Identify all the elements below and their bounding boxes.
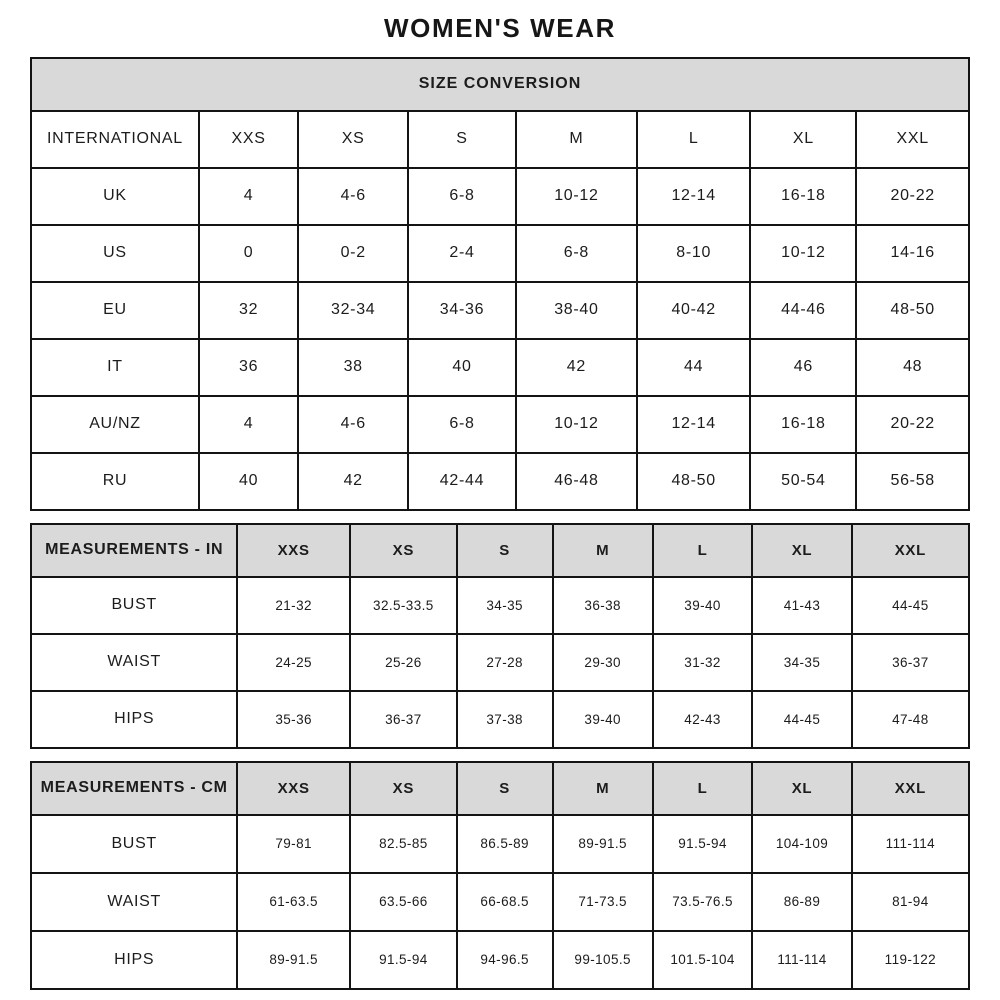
size-value-cell: 6-8 <box>516 225 637 282</box>
size-value-cell: 44 <box>637 339 750 396</box>
column-header-xs: XS <box>350 524 457 577</box>
column-header-xxs: XXS <box>199 111 298 168</box>
column-header-xl: XL <box>752 524 851 577</box>
page-title: WOMEN'S WEAR <box>384 13 616 43</box>
table-row <box>31 815 969 873</box>
row-label: IT <box>31 339 199 396</box>
column-header-l: L <box>653 524 752 577</box>
size-value-cell: 47-48 <box>852 691 969 748</box>
size-value-cell: 4 <box>199 168 298 225</box>
size-value-cell: 10-12 <box>750 225 856 282</box>
row-label: HIPS <box>31 691 237 748</box>
column-header-xxs: XXS <box>237 524 350 577</box>
size-value-cell: 32.5-33.5 <box>350 577 457 634</box>
size-value-cell: 38-40 <box>516 282 637 339</box>
column-header-row <box>31 111 969 168</box>
size-value-cell: 46 <box>750 339 856 396</box>
size-value-cell: 81-94 <box>852 873 969 931</box>
size-value-cell: 99-105.5 <box>553 931 653 989</box>
size-value-cell: 4-6 <box>298 396 408 453</box>
table-row <box>31 282 969 339</box>
column-header-m: M <box>516 111 637 168</box>
size-value-cell: 89-91.5 <box>553 815 653 873</box>
size-value-cell: 48 <box>856 339 969 396</box>
table-banner: SIZE CONVERSION <box>31 58 969 111</box>
size-value-cell: 50-54 <box>750 453 856 510</box>
size-value-cell: 12-14 <box>637 168 750 225</box>
size-value-cell: 10-12 <box>516 396 637 453</box>
size-value-cell: 0 <box>199 225 298 282</box>
column-header-xl: XL <box>750 111 856 168</box>
size-value-cell: 94-96.5 <box>457 931 553 989</box>
table-row <box>31 453 969 510</box>
row-header-title: MEASUREMENTS - CM <box>31 762 237 815</box>
row-label: EU <box>31 282 199 339</box>
size-value-cell: 24-25 <box>237 634 350 691</box>
size-value-cell: 16-18 <box>750 396 856 453</box>
size-value-cell: 25-26 <box>350 634 457 691</box>
size-value-cell: 27-28 <box>457 634 553 691</box>
size-value-cell: 44-45 <box>752 691 851 748</box>
column-header-xxs: XXS <box>237 762 350 815</box>
size-value-cell: 48-50 <box>637 453 750 510</box>
size-value-cell: 111-114 <box>752 931 851 989</box>
size-value-cell: 40-42 <box>637 282 750 339</box>
size-value-cell: 82.5-85 <box>350 815 457 873</box>
size-value-cell: 91.5-94 <box>653 815 752 873</box>
size-value-cell: 101.5-104 <box>653 931 752 989</box>
size-value-cell: 39-40 <box>653 577 752 634</box>
column-header-xxl: XXL <box>856 111 969 168</box>
size-value-cell: 104-109 <box>752 815 851 873</box>
table-row <box>31 396 969 453</box>
table-row <box>31 577 969 634</box>
column-header-xxl: XXL <box>852 762 969 815</box>
row-label: WAIST <box>31 873 237 931</box>
table-row <box>31 873 969 931</box>
row-label: WAIST <box>31 634 237 691</box>
size-value-cell: 36-37 <box>350 691 457 748</box>
table-row <box>31 339 969 396</box>
column-header-s: S <box>457 762 553 815</box>
column-header-s: S <box>408 111 516 168</box>
column-header-m: M <box>553 524 653 577</box>
size-value-cell: 71-73.5 <box>553 873 653 931</box>
size-value-cell: 66-68.5 <box>457 873 553 931</box>
size-value-cell: 8-10 <box>637 225 750 282</box>
row-label: US <box>31 225 199 282</box>
size-value-cell: 48-50 <box>856 282 969 339</box>
table-row <box>31 931 969 989</box>
row-label: AU/NZ <box>31 396 199 453</box>
table-row <box>31 691 969 748</box>
size-value-cell: 91.5-94 <box>350 931 457 989</box>
column-header-l: L <box>653 762 752 815</box>
size-value-cell: 31-32 <box>653 634 752 691</box>
size-value-cell: 119-122 <box>852 931 969 989</box>
column-header-row <box>31 762 969 815</box>
size-value-cell: 32-34 <box>298 282 408 339</box>
column-header-xs: XS <box>298 111 408 168</box>
column-header-l: L <box>637 111 750 168</box>
size-value-cell: 46-48 <box>516 453 637 510</box>
row-label: UK <box>31 168 199 225</box>
size-value-cell: 38 <box>298 339 408 396</box>
size-value-cell: 111-114 <box>852 815 969 873</box>
size-value-cell: 20-22 <box>856 396 969 453</box>
size-value-cell: 34-35 <box>457 577 553 634</box>
row-label: HIPS <box>31 931 237 989</box>
size-value-cell: 21-32 <box>237 577 350 634</box>
size-value-cell: 86.5-89 <box>457 815 553 873</box>
size-value-cell: 12-14 <box>637 396 750 453</box>
measurements-in-table <box>30 523 970 749</box>
column-header-row <box>31 524 969 577</box>
size-value-cell: 6-8 <box>408 168 516 225</box>
row-label: RU <box>31 453 199 510</box>
size-value-cell: 35-36 <box>237 691 350 748</box>
size-value-cell: 44-46 <box>750 282 856 339</box>
column-header-m: M <box>553 762 653 815</box>
size-value-cell: 2-4 <box>408 225 516 282</box>
size-value-cell: 79-81 <box>237 815 350 873</box>
row-label: BUST <box>31 815 237 873</box>
size-value-cell: 63.5-66 <box>350 873 457 931</box>
measurements-cm-table <box>30 761 970 990</box>
size-value-cell: 0-2 <box>298 225 408 282</box>
size-value-cell: 10-12 <box>516 168 637 225</box>
size-value-cell: 73.5-76.5 <box>653 873 752 931</box>
size-value-cell: 16-18 <box>750 168 856 225</box>
size-value-cell: 56-58 <box>856 453 969 510</box>
row-header-title: INTERNATIONAL <box>31 111 199 168</box>
size-value-cell: 4-6 <box>298 168 408 225</box>
size-value-cell: 42 <box>516 339 637 396</box>
table-row <box>31 634 969 691</box>
size-value-cell: 42-43 <box>653 691 752 748</box>
size-value-cell: 36 <box>199 339 298 396</box>
size-value-cell: 20-22 <box>856 168 969 225</box>
size-value-cell: 41-43 <box>752 577 851 634</box>
size-value-cell: 36-38 <box>553 577 653 634</box>
size-value-cell: 42 <box>298 453 408 510</box>
size-value-cell: 89-91.5 <box>237 931 350 989</box>
table-row <box>31 168 969 225</box>
size-value-cell: 14-16 <box>856 225 969 282</box>
size-value-cell: 40 <box>199 453 298 510</box>
size-value-cell: 39-40 <box>553 691 653 748</box>
size-value-cell: 4 <box>199 396 298 453</box>
size-value-cell: 40 <box>408 339 516 396</box>
size-value-cell: 36-37 <box>852 634 969 691</box>
row-header-title: MEASUREMENTS - IN <box>31 524 237 577</box>
size-value-cell: 6-8 <box>408 396 516 453</box>
size-value-cell: 32 <box>199 282 298 339</box>
size-value-cell: 37-38 <box>457 691 553 748</box>
size-value-cell: 34-35 <box>752 634 851 691</box>
column-header-s: S <box>457 524 553 577</box>
table-row <box>31 225 969 282</box>
size-value-cell: 44-45 <box>852 577 969 634</box>
row-label: BUST <box>31 577 237 634</box>
size-value-cell: 42-44 <box>408 453 516 510</box>
column-header-xs: XS <box>350 762 457 815</box>
column-header-xl: XL <box>752 762 851 815</box>
size-value-cell: 34-36 <box>408 282 516 339</box>
column-header-xxl: XXL <box>852 524 969 577</box>
size-value-cell: 86-89 <box>752 873 851 931</box>
size-value-cell: 61-63.5 <box>237 873 350 931</box>
size-conversion-table <box>30 57 970 511</box>
size-value-cell: 29-30 <box>553 634 653 691</box>
table-banner-row <box>31 58 969 111</box>
